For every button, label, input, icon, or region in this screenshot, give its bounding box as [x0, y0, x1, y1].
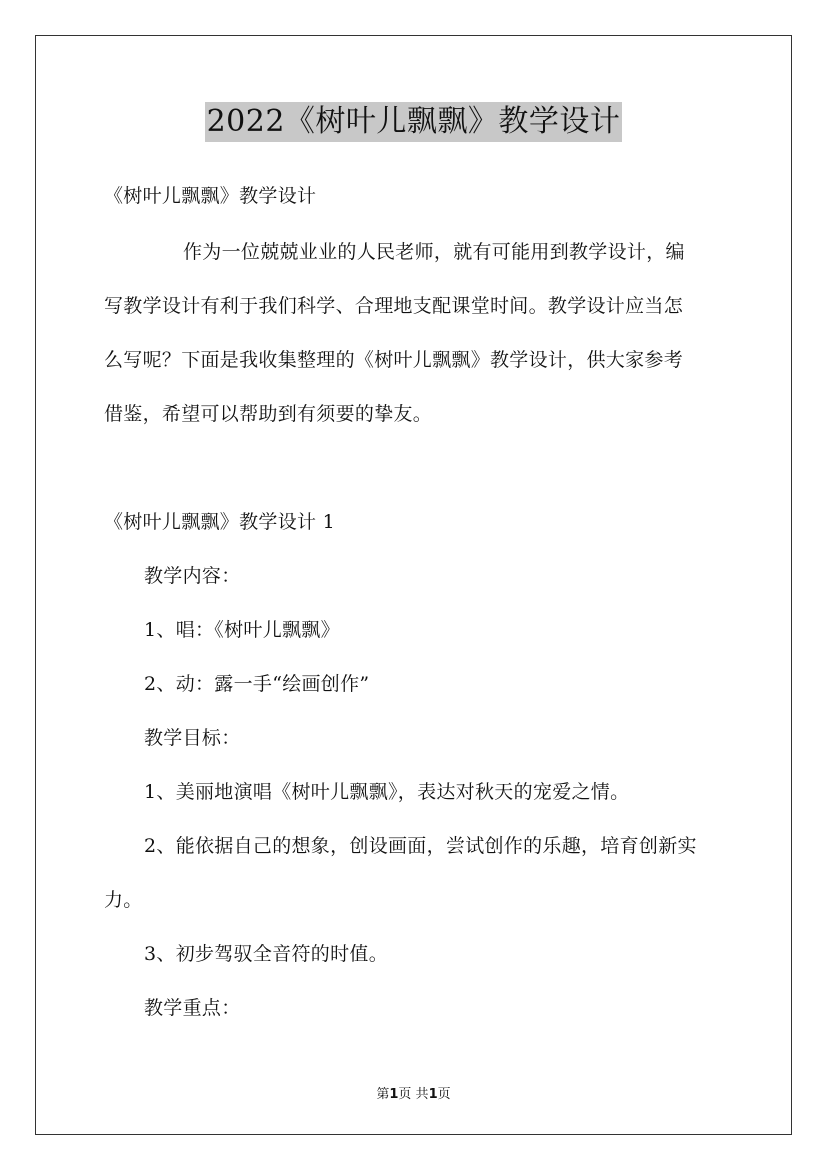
footer-page-prefix: 第 — [376, 1087, 390, 1102]
intro-line-4: 借鉴，希望可以帮助到有须要的挚友。 — [104, 403, 433, 425]
title-container — [0, 102, 827, 142]
content-item-1: 1、唱：《树叶儿飘飘》 — [144, 619, 340, 641]
section-title: 《树叶儿飘飘》教学设计 1 — [104, 511, 336, 533]
footer-page-current: 1 — [389, 1087, 399, 1102]
page-footer — [0, 1083, 827, 1102]
subtitle: 《树叶儿飘飘》教学设计 — [104, 185, 317, 207]
goal-2-line-1: 2、能依据自己的想象，创设画面，尝试创作的乐趣，培育创新实 — [144, 835, 697, 857]
document-title: 2022《树叶儿飘飘》教学设计 — [205, 102, 623, 142]
key-points-heading: 教学重点： — [144, 997, 241, 1019]
footer-page-suffix: 页 — [437, 1087, 451, 1102]
intro-line-3: 么写呢？下面是我收集整理的《树叶儿飘飘》教学设计，供大家参考 — [104, 349, 684, 371]
content-heading: 教学内容： — [144, 565, 241, 587]
footer-page-mid: 页 共 — [398, 1087, 429, 1102]
goal-3: 3、初步驾驭全音符的时值。 — [144, 943, 388, 965]
intro-line-2: 写教学设计有利于我们科学、合理地支配课堂时间。教学设计应当怎 — [104, 295, 684, 317]
footer-page-total: 1 — [428, 1087, 438, 1102]
content-item-2: 2、动：露一手“绘画创作” — [144, 673, 370, 695]
intro-line-1: 作为一位兢兢业业的人民老师，就有可能用到教学设计，编 — [183, 241, 685, 263]
goal-2-line-2: 力。 — [104, 889, 143, 911]
goal-1: 1、美丽地演唱《树叶儿飘飘》，表达对秋天的宠爱之情。 — [144, 781, 630, 803]
goals-heading: 教学目标： — [144, 727, 241, 749]
